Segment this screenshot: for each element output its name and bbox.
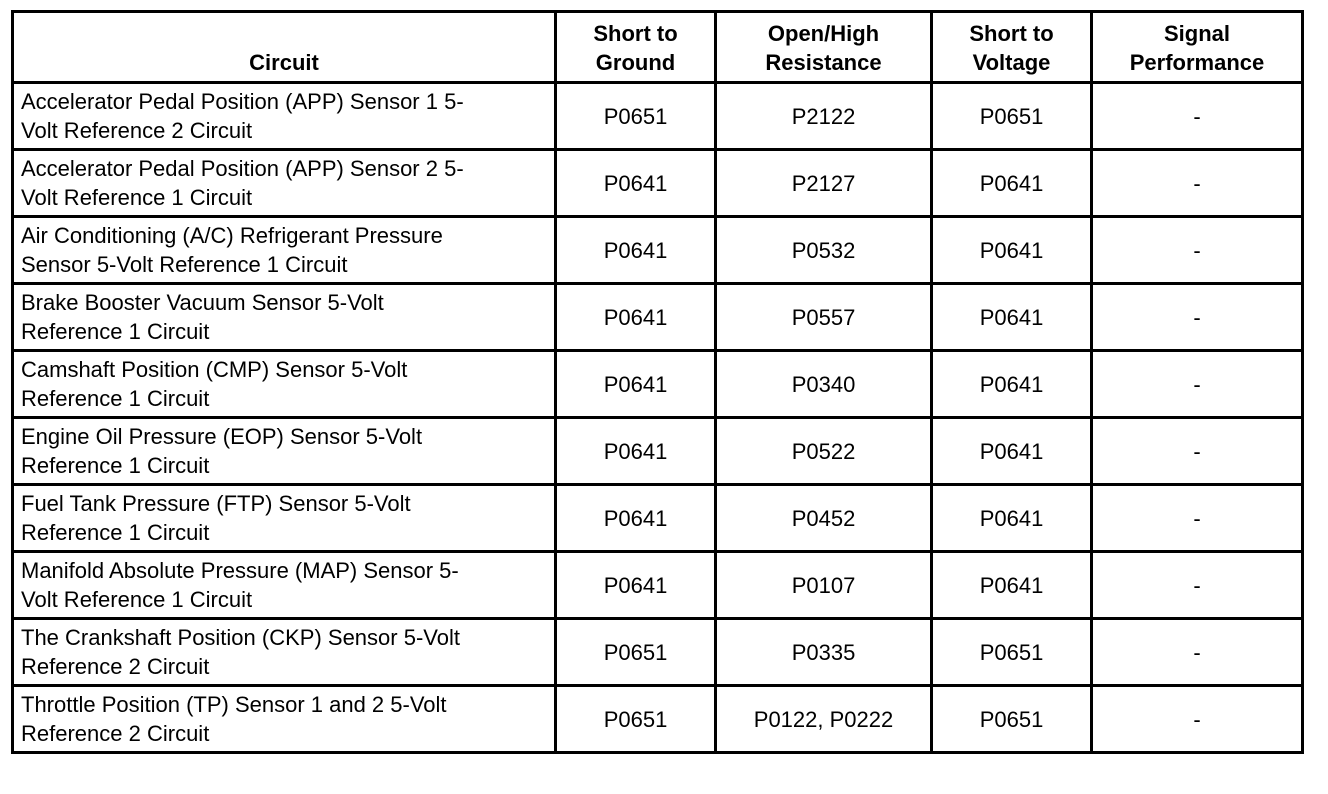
circuit-cell: Accelerator Pedal Position (APP) Sensor 2 5- Volt Reference 1 Circuit xyxy=(13,150,556,217)
short-to-ground-cell: P0641 xyxy=(556,284,716,351)
signal-performance-cell: - xyxy=(1092,552,1303,619)
table-row xyxy=(13,619,1303,686)
header-short-to-ground: Short to Ground xyxy=(556,12,716,83)
short-to-ground-cell: P0651 xyxy=(556,83,716,150)
circuit-cell: The Crankshaft Position (CKP) Sensor 5-Volt Reference 2 Circuit xyxy=(13,619,556,686)
table-row xyxy=(13,150,1303,217)
short-to-voltage-cell: P0641 xyxy=(932,284,1092,351)
open-high-resistance-cell: P0452 xyxy=(716,485,932,552)
short-to-voltage-cell: P0641 xyxy=(932,552,1092,619)
circuit-cell: Camshaft Position (CMP) Sensor 5-Volt Reference 1 Circuit xyxy=(13,351,556,418)
short-to-voltage-cell: P0641 xyxy=(932,217,1092,284)
short-to-ground-cell: P0641 xyxy=(556,217,716,284)
signal-performance-cell: - xyxy=(1092,485,1303,552)
short-to-voltage-cell: P0641 xyxy=(932,351,1092,418)
short-to-ground-cell: P0641 xyxy=(556,418,716,485)
open-high-resistance-cell: P0532 xyxy=(716,217,932,284)
circuit-cell: Fuel Tank Pressure (FTP) Sensor 5-Volt Reference 1 Circuit xyxy=(13,485,556,552)
short-to-ground-cell: P0641 xyxy=(556,552,716,619)
open-high-resistance-cell: P0522 xyxy=(716,418,932,485)
table-row xyxy=(13,686,1303,753)
short-to-voltage-cell: P0641 xyxy=(932,485,1092,552)
short-to-voltage-cell: P0651 xyxy=(932,619,1092,686)
short-to-ground-cell: P0641 xyxy=(556,351,716,418)
table-row xyxy=(13,552,1303,619)
table-row xyxy=(13,485,1303,552)
header-short-to-voltage: Short to Voltage xyxy=(932,12,1092,83)
table-header xyxy=(13,12,1303,83)
open-high-resistance-cell: P0340 xyxy=(716,351,932,418)
circuit-cell: Air Conditioning (A/C) Refrigerant Pressure Sensor 5-Volt Reference 1 Circuit xyxy=(13,217,556,284)
circuit-cell: Accelerator Pedal Position (APP) Sensor 1 5- Volt Reference 2 Circuit xyxy=(13,83,556,150)
short-to-voltage-cell: P0651 xyxy=(932,83,1092,150)
open-high-resistance-cell: P2122 xyxy=(716,83,932,150)
signal-performance-cell: - xyxy=(1092,686,1303,753)
table-row xyxy=(13,217,1303,284)
short-to-ground-cell: P0641 xyxy=(556,485,716,552)
header-row xyxy=(13,12,1303,83)
circuit-cell: Manifold Absolute Pressure (MAP) Sensor 5- Volt Reference 1 Circuit xyxy=(13,552,556,619)
open-high-resistance-cell: P0335 xyxy=(716,619,932,686)
signal-performance-cell: - xyxy=(1092,83,1303,150)
circuit-cell: Brake Booster Vacuum Sensor 5-Volt Reference 1 Circuit xyxy=(13,284,556,351)
signal-performance-cell: - xyxy=(1092,418,1303,485)
signal-performance-cell: - xyxy=(1092,351,1303,418)
short-to-ground-cell: P0651 xyxy=(556,619,716,686)
circuit-cell: Throttle Position (TP) Sensor 1 and 2 5-Volt Reference 2 Circuit xyxy=(13,686,556,753)
table-row xyxy=(13,351,1303,418)
signal-performance-cell: - xyxy=(1092,150,1303,217)
table-row xyxy=(13,418,1303,485)
open-high-resistance-cell: P2127 xyxy=(716,150,932,217)
short-to-ground-cell: P0641 xyxy=(556,150,716,217)
table-row xyxy=(13,83,1303,150)
header-signal-performance: Signal Performance xyxy=(1092,12,1303,83)
short-to-ground-cell: P0651 xyxy=(556,686,716,753)
circuit-cell: Engine Oil Pressure (EOP) Sensor 5-Volt Reference 1 Circuit xyxy=(13,418,556,485)
signal-performance-cell: - xyxy=(1092,284,1303,351)
open-high-resistance-cell: P0122, P0222 xyxy=(716,686,932,753)
signal-performance-cell: - xyxy=(1092,217,1303,284)
header-circuit: Circuit xyxy=(13,12,556,83)
open-high-resistance-cell: P0557 xyxy=(716,284,932,351)
short-to-voltage-cell: P0651 xyxy=(932,686,1092,753)
dtc-circuit-table xyxy=(11,10,1304,754)
table-row xyxy=(13,284,1303,351)
signal-performance-cell: - xyxy=(1092,619,1303,686)
table-body xyxy=(13,83,1303,753)
header-open-high-resistance: Open/High Resistance xyxy=(716,12,932,83)
short-to-voltage-cell: P0641 xyxy=(932,150,1092,217)
short-to-voltage-cell: P0641 xyxy=(932,418,1092,485)
open-high-resistance-cell: P0107 xyxy=(716,552,932,619)
